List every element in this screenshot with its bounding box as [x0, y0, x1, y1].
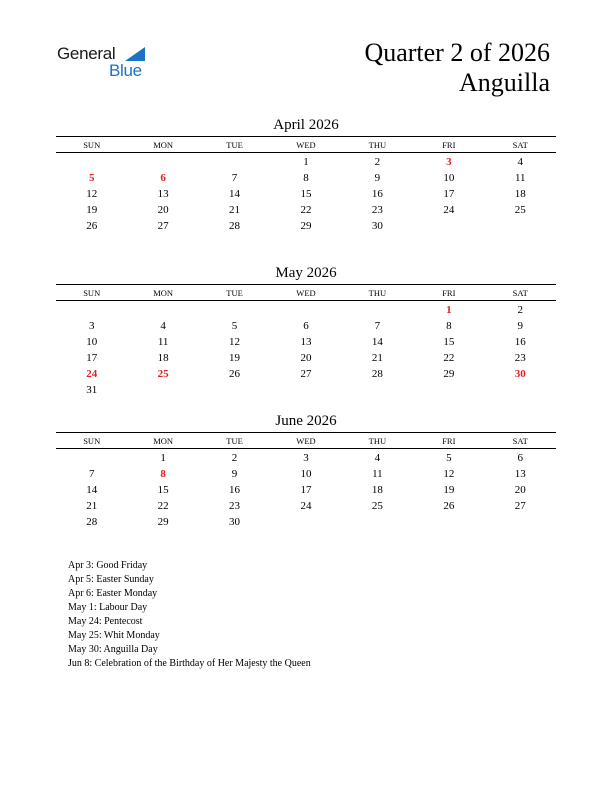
week-row [56, 334, 556, 350]
day-cell: 5 [446, 452, 452, 464]
holiday-note: Apr 3: Good Friday [68, 560, 148, 571]
month-april [56, 117, 556, 234]
day-cell: 13 [300, 336, 312, 348]
day-cell: 16 [229, 484, 241, 496]
holiday-note: Jun 8: Celebration of the Birthday of Her Majesty the Queen [68, 658, 311, 669]
day-cell: 21 [86, 500, 98, 512]
day-cell: 21 [371, 352, 383, 364]
day-cell: 25 [514, 204, 526, 216]
week-row [56, 450, 556, 466]
day-cell: 22 [157, 500, 169, 512]
day-cell: 28 [371, 368, 383, 380]
week-row [56, 186, 556, 202]
weekday-label: TUE [226, 435, 243, 446]
weekday-label: SUN [83, 435, 101, 446]
day-cell: 7 [88, 468, 95, 480]
day-cell: 22 [443, 352, 455, 364]
weekday-label: SAT [512, 435, 528, 446]
day-cell: 14 [86, 484, 98, 496]
holiday-day-cell: 3 [446, 156, 452, 168]
day-cell: 19 [86, 204, 98, 216]
holiday-day-cell: 8 [160, 468, 166, 480]
holiday-day-cell: 6 [160, 172, 166, 184]
weekday-label: FRI [442, 287, 456, 298]
week-row [56, 350, 556, 366]
day-cell: 15 [443, 336, 455, 348]
day-cell: 27 [300, 368, 312, 380]
day-cell: 12 [229, 336, 241, 348]
day-cell: 12 [86, 188, 98, 200]
day-cell: 8 [303, 172, 309, 184]
logo-triangle-icon [125, 47, 145, 61]
day-cell: 18 [371, 484, 383, 496]
week-row [56, 514, 556, 530]
day-cell: 17 [443, 188, 455, 200]
day-cell: 22 [300, 204, 312, 216]
page-title [364, 38, 550, 98]
day-cell: 20 [514, 484, 526, 496]
weekday-label: SAT [512, 139, 528, 150]
holiday-day-cell: 24 [86, 368, 98, 380]
day-cell: 3 [88, 320, 95, 332]
weekday-label: WED [296, 435, 316, 446]
week-row [56, 382, 556, 398]
day-cell: 4 [374, 452, 381, 464]
day-cell: 31 [86, 384, 98, 396]
day-cell: 17 [300, 484, 312, 496]
title-quarter: Quarter 2 of 2026 [364, 38, 550, 67]
day-cell: 20 [157, 204, 169, 216]
week-row [56, 366, 556, 382]
weekday-label: MON [153, 287, 174, 298]
weekday-label: MON [153, 435, 174, 446]
day-cell: 30 [371, 220, 383, 232]
weekday-label: SUN [83, 139, 101, 150]
day-cell: 4 [160, 320, 166, 332]
day-cell: 17 [86, 352, 98, 364]
weekday-label: THU [368, 287, 387, 298]
day-cell: 10 [300, 468, 312, 480]
weekday-label: FRI [442, 139, 456, 150]
week-row [56, 218, 556, 234]
day-cell: 9 [231, 468, 238, 480]
holiday-note: Apr 5: Easter Sunday [68, 574, 154, 585]
week-row [56, 318, 556, 334]
week-row [56, 482, 556, 498]
day-cell: 15 [157, 484, 169, 496]
weekday-label: SUN [83, 287, 101, 298]
title-country: Anguilla [459, 68, 550, 97]
day-cell: 13 [157, 188, 169, 200]
week-row [56, 498, 556, 514]
weekday-header-row [56, 284, 556, 301]
day-cell: 20 [300, 352, 312, 364]
day-cell: 6 [517, 452, 523, 464]
holiday-day-cell: 1 [446, 304, 452, 316]
weekday-label: FRI [442, 435, 456, 446]
day-cell: 1 [303, 156, 309, 168]
day-cell: 6 [303, 320, 309, 332]
day-cell: 24 [300, 500, 312, 512]
day-cell: 12 [443, 468, 455, 480]
day-cell: 26 [229, 368, 241, 380]
day-cell: 18 [157, 352, 169, 364]
day-cell: 11 [157, 336, 169, 348]
day-cell: 14 [229, 188, 241, 200]
weekday-label: MON [153, 139, 174, 150]
weekday-header-row [56, 432, 556, 449]
week-row [56, 466, 556, 482]
holiday-day-cell: 30 [514, 368, 526, 380]
day-cell: 25 [371, 500, 383, 512]
day-cell: 18 [514, 188, 526, 200]
month-title: April 2026 [273, 117, 339, 133]
day-cell: 23 [229, 500, 241, 512]
day-cell: 19 [229, 352, 241, 364]
day-cell: 9 [374, 172, 381, 184]
holiday-notes [68, 559, 311, 671]
day-cell: 13 [514, 468, 526, 480]
logo-blue-text: Blue [109, 61, 142, 80]
day-cell: 19 [443, 484, 455, 496]
day-cell: 29 [157, 516, 169, 528]
day-cell: 23 [371, 204, 383, 216]
day-cell: 14 [371, 336, 383, 348]
holiday-day-cell: 5 [88, 172, 95, 184]
week-row [56, 202, 556, 218]
day-cell: 11 [372, 468, 383, 480]
day-cell: 2 [374, 156, 381, 168]
day-cell: 5 [231, 320, 238, 332]
day-cell: 10 [86, 336, 98, 348]
weekday-label: WED [296, 139, 316, 150]
day-cell: 10 [443, 172, 455, 184]
month-title: June 2026 [275, 413, 337, 429]
day-cell: 21 [229, 204, 241, 216]
holiday-day-cell: 25 [157, 368, 169, 380]
day-cell: 16 [371, 188, 383, 200]
weekday-label: WED [296, 287, 316, 298]
holiday-note: May 1: Labour Day [68, 602, 148, 613]
week-row [56, 170, 556, 186]
day-cell: 2 [231, 452, 238, 464]
day-cell: 26 [86, 220, 98, 232]
day-cell: 26 [443, 500, 455, 512]
month-may [56, 265, 556, 398]
weekday-label: SAT [512, 287, 528, 298]
day-cell: 27 [157, 220, 169, 232]
day-cell: 11 [514, 172, 526, 184]
day-cell: 15 [300, 188, 312, 200]
day-cell: 27 [514, 500, 526, 512]
weekday-label: THU [368, 139, 387, 150]
holiday-note: Apr 6: Easter Monday [68, 588, 158, 599]
holiday-note: May 24: Pentecost [68, 616, 143, 627]
week-row [56, 154, 556, 170]
day-cell: 23 [514, 352, 526, 364]
generalblue-logo [57, 44, 157, 84]
month-june [56, 413, 556, 530]
weekday-label: TUE [226, 139, 243, 150]
day-cell: 1 [160, 452, 166, 464]
day-cell: 8 [446, 320, 452, 332]
weekday-header-row [56, 136, 556, 153]
holiday-note: May 25: Whit Monday [68, 630, 160, 641]
day-cell: 16 [514, 336, 526, 348]
logo-general-text: General [57, 44, 116, 63]
day-cell: 30 [229, 516, 241, 528]
weekday-label: THU [368, 435, 387, 446]
day-cell: 7 [231, 172, 238, 184]
day-cell: 24 [443, 204, 455, 216]
holiday-note: May 30: Anguilla Day [68, 644, 158, 655]
week-row [56, 302, 556, 318]
day-cell: 9 [517, 320, 523, 332]
weekday-label: TUE [226, 287, 243, 298]
day-cell: 29 [443, 368, 455, 380]
day-cell: 28 [229, 220, 241, 232]
month-title: May 2026 [275, 265, 337, 281]
day-cell: 28 [86, 516, 98, 528]
day-cell: 29 [300, 220, 312, 232]
day-cell: 2 [517, 304, 523, 316]
day-cell: 4 [517, 156, 523, 168]
day-cell: 3 [303, 452, 309, 464]
day-cell: 7 [374, 320, 381, 332]
